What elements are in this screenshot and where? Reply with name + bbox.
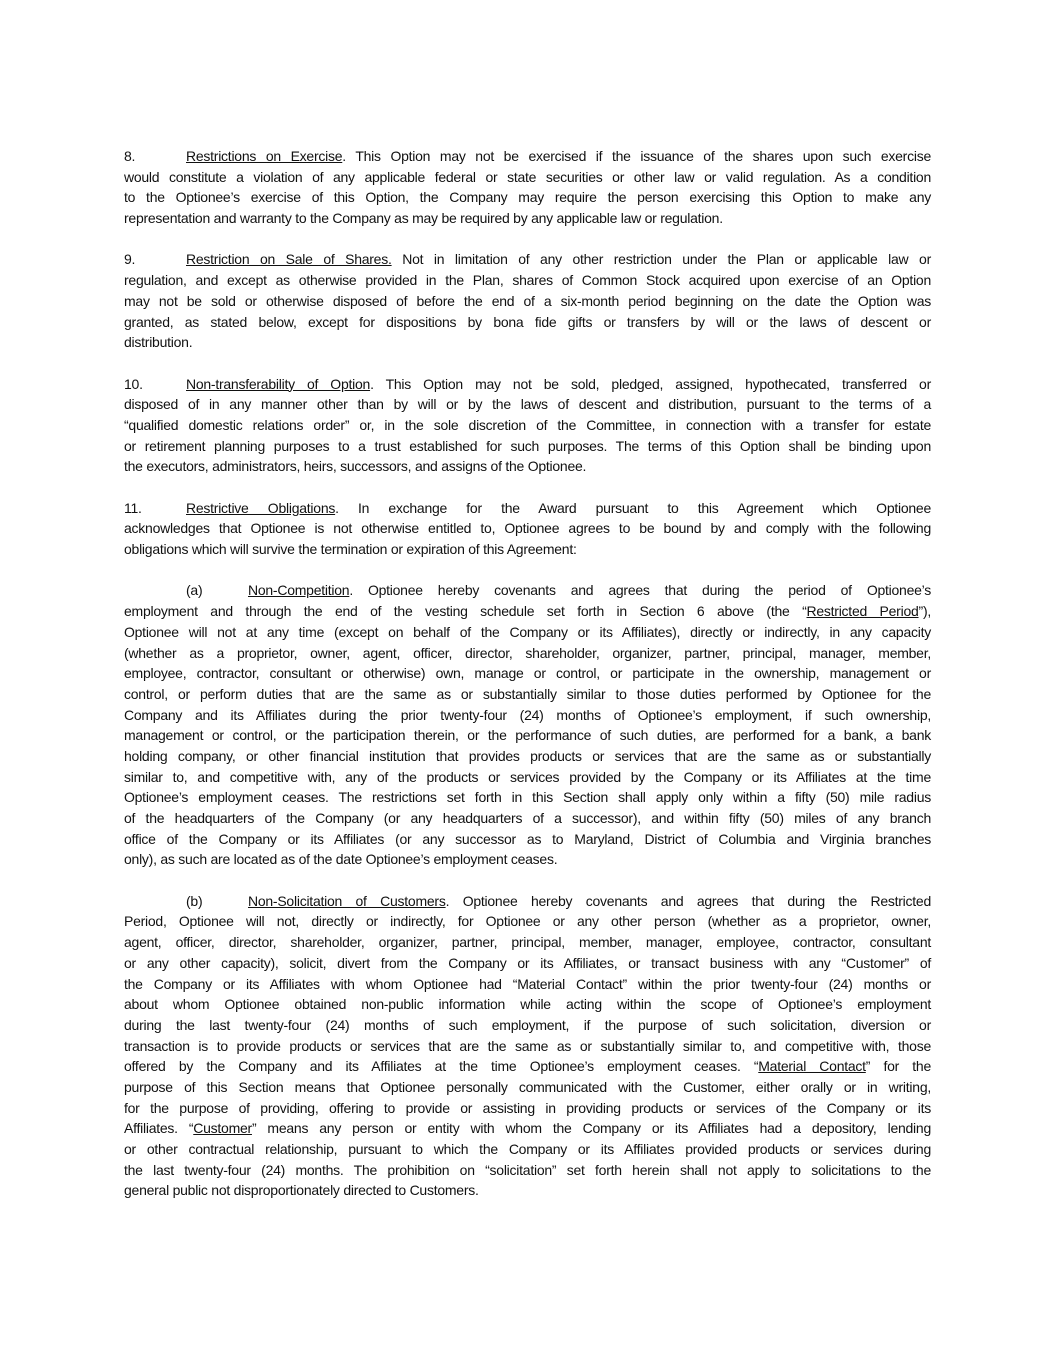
text-line xyxy=(124,643,931,664)
section-heading: Restrictions on Exercise xyxy=(186,148,343,164)
text-line xyxy=(124,953,931,974)
text-line xyxy=(124,498,931,519)
text-line xyxy=(124,767,931,788)
text-line xyxy=(124,456,931,477)
body-text: Not in limitation of any other restriction under the Plan or applicable law or xyxy=(391,251,931,268)
text-line xyxy=(124,974,931,995)
text-line xyxy=(124,394,931,415)
text-line xyxy=(124,829,931,850)
body-text: of the headquarters of the Company (or any headquarters of a successor), and within fifty (50) miles of any branch xyxy=(124,810,931,826)
section-paragraph xyxy=(124,498,931,560)
body-text: . Optionee hereby covenants and agrees that during the period of Optionee’s xyxy=(349,582,931,599)
text-line xyxy=(124,849,931,870)
body-text: or any other capacity), solicit, divert from the Company or its Affiliates, or transact business with any “Customer” of xyxy=(124,954,931,971)
body-text: similar to, and competitive with, any of the products or services provided by the Company or its Affiliates at the time xyxy=(124,768,931,785)
text-line xyxy=(124,787,931,808)
text-line xyxy=(124,932,931,953)
body-text: only), as such are located as of the date Optionee’s employment ceases. xyxy=(124,851,558,868)
section-heading: Restricted Period xyxy=(806,603,919,620)
body-text: management or control, or the participation therein, or the performance of such duties, are performed for a bank, a bank xyxy=(124,727,931,744)
body-text: regulation, and except as otherwise provided in the Plan, shares of Common Stock acquired upon exercise of an Option xyxy=(124,272,931,289)
text-line xyxy=(124,622,931,643)
section-paragraph xyxy=(124,146,931,229)
section-number: 11. xyxy=(124,499,142,516)
body-text: granted, as stated below, except for dispositions by bona fide gifts or transfers by will or the laws of descent or xyxy=(124,313,931,330)
section-number: 8. xyxy=(124,148,136,164)
body-text: ”), xyxy=(918,603,931,620)
text-line xyxy=(124,808,931,829)
body-text: employee, contractor, consultant or otherwise) own, manage or control, or participate in the ownership, management or xyxy=(124,665,931,682)
text-line xyxy=(124,187,931,208)
section-paragraph xyxy=(124,249,931,352)
text-line xyxy=(124,891,931,912)
body-text: distribution. xyxy=(124,334,193,351)
body-text: ” for the xyxy=(865,1058,931,1075)
section-heading: Non-transferability of Option xyxy=(186,375,371,392)
body-text: or retirement planning purposes to a trust established for such purposes. The terms of this Option shall be binding upon xyxy=(124,437,931,454)
body-text: the Company or its Affiliates with whom Optionee had “Material Contact” within the prior twenty-four (24) months or xyxy=(124,975,931,992)
text-line xyxy=(124,1139,931,1160)
body-text: ” means any person or entity with whom the Company or its Affiliates had a depository, lending xyxy=(251,1120,931,1137)
section-number: 9. xyxy=(124,251,136,268)
body-text: control, or perform duties that are the same as or substantially similar to those duties performed by Optionee for the xyxy=(124,685,931,702)
body-text: (whether as a proprietor, owner, agent, officer, director, shareholder, organizer, partner, principal, manager, member, xyxy=(124,644,931,661)
body-text: holding company, or other financial institution that provides products or services that are the same as or substantially xyxy=(124,747,931,764)
text-line xyxy=(124,270,931,291)
text-line xyxy=(124,1056,931,1077)
body-text: during the last twenty-four (24) months of such employment, if the purpose of such solicitation, diversion or xyxy=(124,1016,931,1033)
section-paragraph xyxy=(124,374,931,477)
body-text: . Optionee hereby covenants and agrees that during the Restricted xyxy=(445,892,932,909)
text-line xyxy=(124,1118,931,1139)
body-text: general public not disproportionately directed to Customers. xyxy=(124,1182,479,1199)
body-text: Period, Optionee will not, directly or indirectly, for Optionee or any other person (whether as a proprietor, owner, xyxy=(124,913,931,930)
body-text: the last twenty-four (24) months. The prohibition on “solicitation” set forth herein shall not apply to solicitations to the xyxy=(124,1161,931,1178)
body-text: to the Optionee’s exercise of this Option, the Company may require the person exercising this Option to make any xyxy=(124,189,931,206)
body-text: the executors, administrators, heirs, successors, and assigns of the Optionee. xyxy=(124,458,587,475)
section-heading: Non-Solicitation of Customers xyxy=(248,892,446,909)
body-text: disposed of in any manner other than by will or by the laws of descent and distribution, pursuant to the terms of a xyxy=(124,396,931,413)
text-line xyxy=(124,539,931,560)
body-text: Optionee’s employment ceases. The restrictions set forth in this Section shall apply only within a fifty (50) mile radius xyxy=(124,789,931,806)
text-line xyxy=(124,415,931,436)
text-line xyxy=(124,911,931,932)
body-text: Company and its Affiliates during the prior twenty-four (24) months of Optionee’s employment, if such ownership, xyxy=(124,706,931,723)
text-line xyxy=(124,994,931,1015)
body-text: acknowledges that Optionee is not otherwise entitled to, Optionee agrees to be bound by and comply with the following xyxy=(124,520,931,537)
text-line xyxy=(124,312,931,333)
section-paragraph xyxy=(124,580,931,870)
body-text: obligations which will survive the termination or expiration of this Agreement: xyxy=(124,541,577,558)
text-line xyxy=(124,146,931,167)
text-line xyxy=(124,1077,931,1098)
body-text: or other contractual relationship, pursuant to which the Company or its Affiliates provided products or services during xyxy=(124,1141,931,1157)
body-text: about whom Optionee obtained non-public information while acting within the scope of Optionee’s employment xyxy=(124,996,931,1013)
section-number: 10. xyxy=(124,375,143,392)
text-line xyxy=(124,374,931,395)
section-heading: Material Contact xyxy=(758,1058,866,1075)
body-text: agent, officer, director, shareholder, organizer, partner, principal, member, manager, employee, contractor, consultant xyxy=(124,934,931,951)
text-line xyxy=(124,518,931,539)
body-text: transaction is to provide products or services that are the same as or substantially similar to, and competitive with, those xyxy=(124,1037,931,1054)
section-number: (a) xyxy=(186,582,203,599)
body-text: offered by the Company and its Affiliates at the time Optionee’s employment ceases. “ xyxy=(124,1058,759,1075)
body-text: Affiliates. “ xyxy=(124,1120,194,1137)
body-text: may not be sold or otherwise disposed of before the end of a six-month period beginning on the date the Option was xyxy=(124,292,931,309)
body-text: . This Option may not be sold, pledged, assigned, hypothecated, transferred or xyxy=(370,375,931,392)
text-line xyxy=(124,332,931,353)
section-heading: Non-Competition xyxy=(248,582,350,599)
text-line xyxy=(124,208,931,229)
text-line xyxy=(124,580,931,601)
section-heading: Restriction on Sale of Shares. xyxy=(186,251,392,268)
body-text: . In exchange for the Award pursuant to this Agreement which Optionee xyxy=(335,499,931,516)
text-line xyxy=(124,1098,931,1119)
section-paragraph xyxy=(124,891,931,1201)
body-text: “qualified domestic relations order” or, in the sole discretion of the Committee, in connection with a transfer for estate xyxy=(124,416,931,433)
text-line xyxy=(124,705,931,726)
body-text: . This Option may not be exercised if the issuance of the shares upon such exercise xyxy=(342,148,931,164)
text-line xyxy=(124,1036,931,1057)
text-line xyxy=(124,684,931,705)
section-heading: Customer xyxy=(193,1120,252,1137)
text-line xyxy=(124,291,931,312)
text-line xyxy=(124,249,931,270)
body-text: would constitute a violation of any applicable federal or state securities or other law or valid regulation. As a condition xyxy=(124,168,931,185)
body-text: office of the Company or its Affiliates (or any successor as to Maryland, District of Columbia and Virginia branches xyxy=(124,830,931,847)
body-text: purpose of this Section means that Optionee personally communicated with the Customer, either orally or in writing, xyxy=(124,1078,931,1095)
section-number: (b) xyxy=(186,892,203,909)
body-text: for the purpose of providing, offering to provide or assisting in providing products or services of the Company or its xyxy=(124,1099,931,1116)
document-page xyxy=(124,146,931,1222)
text-line xyxy=(124,1015,931,1036)
text-line xyxy=(124,663,931,684)
text-line xyxy=(124,601,931,622)
text-line xyxy=(124,436,931,457)
body-text: employment and through the end of the vesting schedule set forth in Section 6 above (the “ xyxy=(124,603,807,620)
body-text: representation and warranty to the Company as may be required by any applicable law or regulation. xyxy=(124,210,723,227)
text-line xyxy=(124,1160,931,1181)
text-line xyxy=(124,725,931,746)
text-line xyxy=(124,1180,931,1201)
body-text: Optionee will not at any time (except on behalf of the Company or its Affiliates), directly or indirectly, in any capacity xyxy=(124,623,931,640)
text-line xyxy=(124,746,931,767)
section-heading: Restrictive Obligations xyxy=(186,499,336,516)
text-line xyxy=(124,167,931,188)
